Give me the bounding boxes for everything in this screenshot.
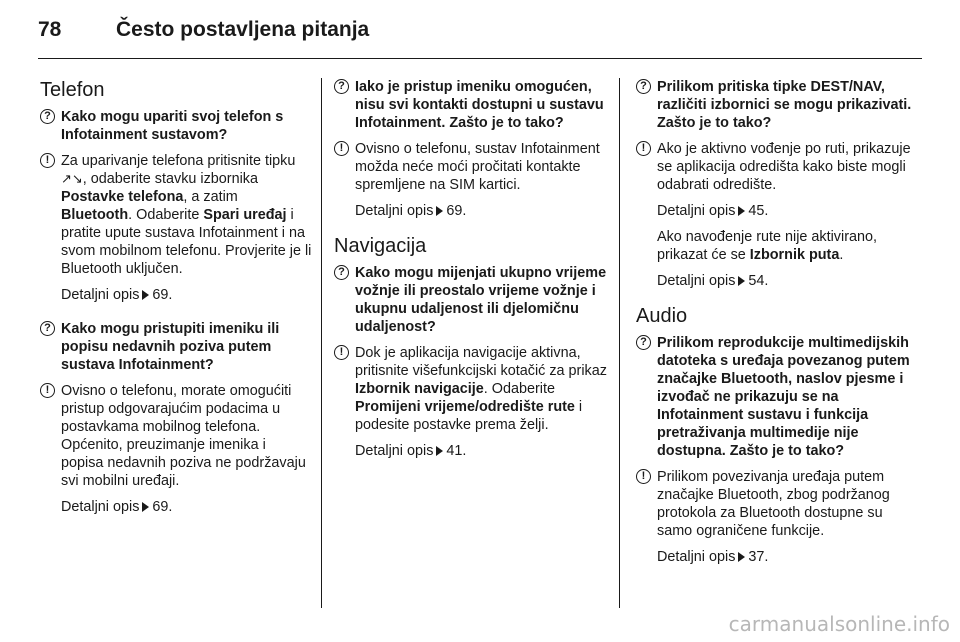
answer-text: i podesite postavke prema želji. (355, 399, 583, 433)
question-circle-icon: ? (40, 321, 55, 336)
answer (636, 140, 912, 194)
question-text: Kako mogu pristupiti imeniku ili popisu nedavnih poziva putem sustava Infotainment? (61, 321, 280, 373)
answer-text: Ako je aktivno vođenje po ruti, prikazuje se aplikacija odredišta kako biste mogli odabrati odredište. (657, 141, 911, 193)
reference-label: Detaljni opis (657, 549, 736, 565)
answer-continued (636, 228, 912, 264)
section-title-audio: Audio (636, 305, 688, 327)
menu-term: Postavke telefona (61, 189, 184, 205)
reference-label: Detaljni opis (355, 443, 434, 459)
question-circle-icon: ? (334, 79, 349, 94)
reference-page: 69. (152, 287, 173, 303)
column-3 (636, 78, 912, 574)
exclamation-circle-icon: ! (334, 345, 349, 360)
menu-term: Izbornik puta (749, 247, 840, 263)
question (40, 108, 312, 144)
page-reference[interactable] (40, 286, 312, 304)
answer-text: . Odaberite (128, 207, 204, 223)
column-divider (321, 78, 322, 608)
reference-page: 37. (748, 549, 769, 565)
section-title-telefon: Telefon (40, 79, 105, 101)
page-reference-arrow-icon (142, 502, 149, 512)
question-text: Kako mogu upariti svoj telefon s Infotainment sustavom? (61, 109, 284, 143)
question-circle-icon: ? (636, 79, 651, 94)
menu-term: Izbornik navigacije (355, 381, 484, 397)
question-text: Prilikom reprodukcije multimedijskih datoteka s uređaja povezanog putem značajke Bluetooth, naslov pjesme i izvođač ne prikazuju se na Infotainment sustavu i funkcija pretraživanja multimedije nije dostupna. Zašto je to tako? (657, 335, 910, 459)
reference-page: 54. (748, 273, 769, 289)
page-reference[interactable] (636, 202, 912, 220)
page-header (38, 18, 922, 48)
question-circle-icon: ? (40, 109, 55, 124)
column-divider (619, 78, 620, 608)
answer (40, 382, 312, 490)
page-reference-arrow-icon (738, 552, 745, 562)
page-number: 78 (38, 18, 62, 41)
question (334, 78, 610, 132)
page-reference[interactable] (636, 548, 912, 566)
exclamation-circle-icon: ! (40, 153, 55, 168)
exclamation-circle-icon: ! (334, 141, 349, 156)
page-reference[interactable] (40, 498, 312, 516)
answer-text: Dok je aplikacija navigacije aktivna, pritisnite višefunkcijski kotačić za prikaz (355, 345, 607, 379)
question (40, 320, 312, 374)
reference-label: Detaljni opis (61, 499, 140, 515)
answer (334, 140, 610, 194)
reference-page: 41. (446, 443, 467, 459)
menu-term: Promijeni vrijeme/odredište rute (355, 399, 575, 415)
page-title: Često postavljena pitanja (116, 18, 370, 41)
header-rule (38, 58, 922, 59)
answer (334, 344, 610, 434)
reference-label: Detaljni opis (657, 203, 736, 219)
answer (636, 468, 912, 540)
page-reference-arrow-icon (436, 206, 443, 216)
column-2 (334, 78, 610, 468)
question (636, 334, 912, 460)
page-reference-arrow-icon (738, 206, 745, 216)
page-reference[interactable] (636, 272, 912, 290)
reference-page: 69. (446, 203, 467, 219)
answer-text: Ovisno o telefonu, morate omogućiti pristup odgovarajućim podacima u postavkama mobilnog telefona. Općenito, preuzimanje imenika i popisa nedavnih poziva ne podržavaju svi mobilni uređaji. (61, 383, 306, 489)
reference-page: 45. (748, 203, 769, 219)
reference-label: Detaljni opis (61, 287, 140, 303)
answer-text: Ovisno o telefonu, sustav Infotainment možda neće moći pročitati kontakte spremljene na SIM kartici. (355, 141, 600, 193)
question-circle-icon: ? (636, 335, 651, 350)
question-text: Prilikom pritiska tipke DEST/NAV, različiti izbornici se mogu prikazivati. Zašto je to tako? (657, 79, 912, 131)
menu-term: Bluetooth (61, 207, 129, 223)
answer-text: . Odaberite (483, 381, 555, 397)
answer-text: Ako navođenje rute nije aktivirano, prikazat će se (657, 229, 877, 263)
reference-page: 69. (152, 499, 173, 515)
exclamation-circle-icon: ! (636, 469, 651, 484)
page-reference[interactable] (334, 202, 610, 220)
exclamation-circle-icon: ! (40, 383, 55, 398)
column-1 (40, 78, 312, 524)
question-circle-icon: ? (334, 265, 349, 280)
answer-text: . (839, 247, 844, 263)
page-reference-arrow-icon (436, 446, 443, 456)
answer-text: i pratite upute sustava Infotainment i na svom mobilnom telefonu. Provjerite je li Bluetooth uključen. (61, 207, 312, 277)
page-reference-arrow-icon (142, 290, 149, 300)
question-text: Iako je pristup imeniku omogućen, nisu svi kontakti dostupni u sustavu Infotainment. Zašto je to tako? (355, 79, 604, 131)
reference-label: Detaljni opis (657, 273, 736, 289)
menu-term: Spari uređaj (203, 207, 287, 223)
answer-text: , odaberite stavku izbornika (82, 171, 258, 187)
question (636, 78, 912, 132)
phone-hangup-icon: ↗↘ (61, 171, 83, 186)
answer (40, 152, 312, 278)
section-title-navigacija: Navigacija (334, 235, 427, 257)
answer-text: Za uparivanje telefona pritisnite tipku (61, 153, 296, 169)
answer-text: Prilikom povezivanja uređaja putem značajke Bluetooth, zbog podržanog protokola za Bluetooth dostupne su samo ograničene funkcije. (657, 469, 890, 539)
answer-text: , a zatim (183, 189, 238, 205)
exclamation-circle-icon: ! (636, 141, 651, 156)
watermark: carmanualsonline.info (728, 612, 950, 636)
question-text: Kako mogu mijenjati ukupno vrijeme vožnje ili preostalo vrijeme vožnje i ukupnu udaljenost ili djelomičnu udaljenost? (355, 265, 607, 335)
question (334, 264, 610, 336)
page-reference[interactable] (334, 442, 610, 460)
page-reference-arrow-icon (738, 276, 745, 286)
reference-label: Detaljni opis (355, 203, 434, 219)
